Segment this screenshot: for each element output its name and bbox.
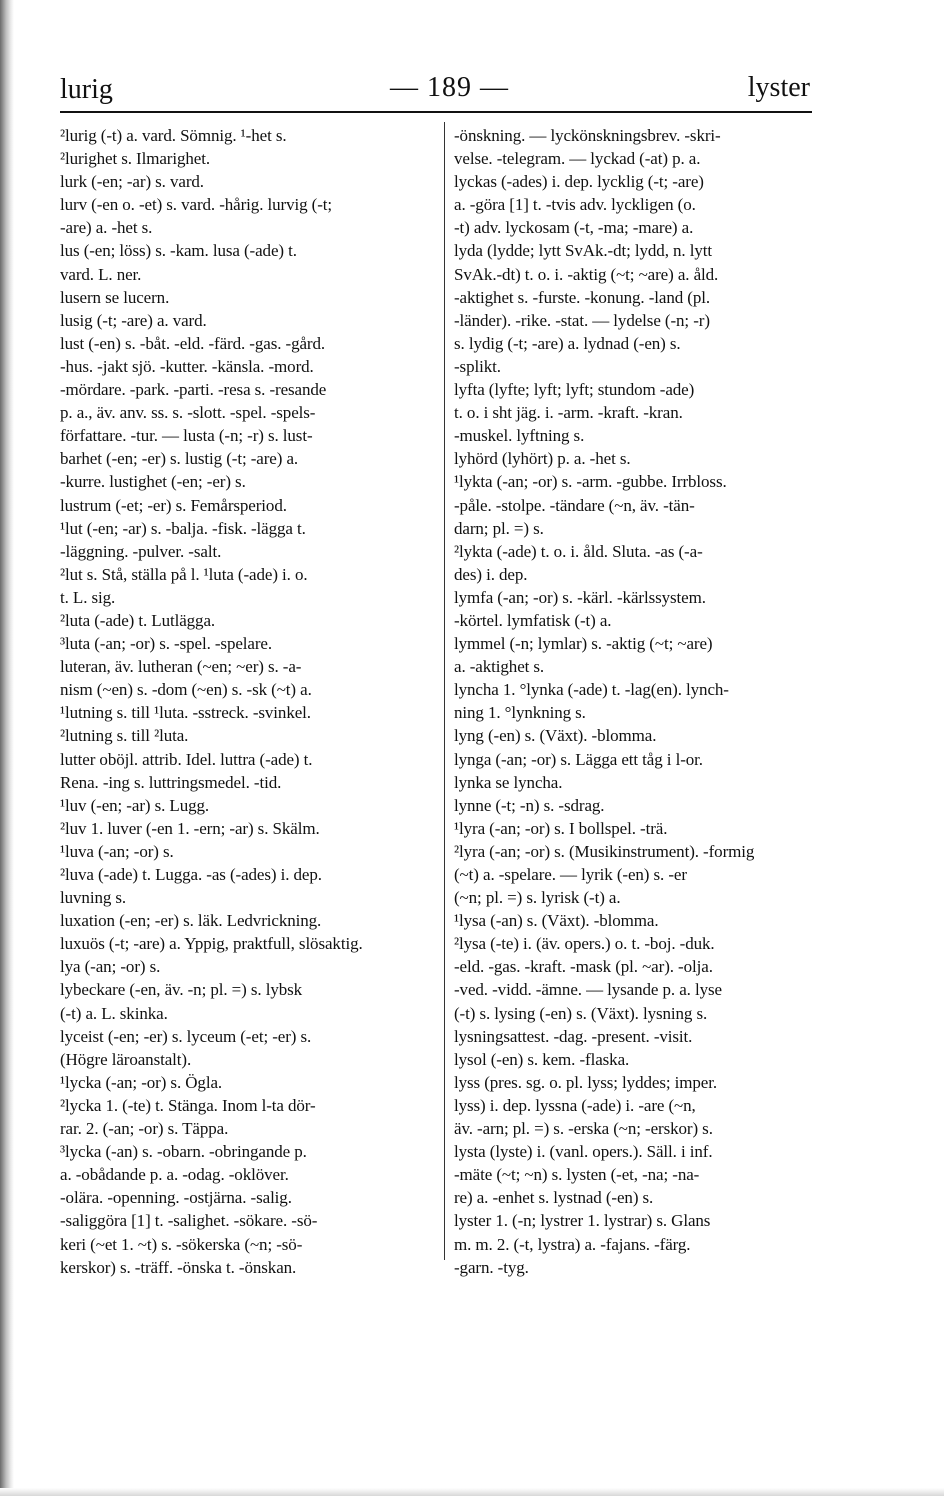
dictionary-line: ¹luva (-an; -or) s. <box>60 841 174 861</box>
dictionary-line: lyfta (lyfte; lyft; lyft; stundom -ade) <box>454 380 695 400</box>
left-column <box>60 124 432 1277</box>
dictionary-line: -hus. -jakt sjö. -kutter. -känsla. -mord. <box>60 356 314 376</box>
dictionary-line: ³luta (-an; -or) s. -spel. -spelare. <box>60 634 273 654</box>
dictionary-line: rar. 2. (-an; -or) s. Täppa. <box>60 1119 229 1139</box>
dictionary-line: ²lykta (-ade) t. o. i. åld. Sluta. -as (-a- <box>454 541 703 561</box>
dictionary-line: ²lurig (-t) a. vard. Sömnig. ¹-het s. <box>60 126 287 145</box>
dictionary-line: -mördare. -park. -parti. -resa s. -resande <box>60 380 327 400</box>
dictionary-line: ²luva (-ade) t. Lugga. -as (-ades) i. dep. <box>60 865 322 884</box>
dictionary-line: ²lysa (-te) i. (äv. opers.) o. t. -boj. -duk. <box>454 934 715 954</box>
dictionary-line: des) i. dep. <box>454 564 528 584</box>
dictionary-line: ¹lyra (-an; -or) s. I bollspel. -trä. <box>454 818 668 838</box>
scan-bottom-shadow <box>0 1488 944 1496</box>
dictionary-line: -önskning. — lyckönskningsbrev. -skri- <box>454 126 721 145</box>
dictionary-line: -garn. -tyg. <box>454 1257 529 1277</box>
dictionary-line: luteran, äv. lutheran (~en; ~er) s. -a- <box>60 657 302 677</box>
dictionary-line: a. -obådande p. a. -odag. -oklöver. <box>60 1165 289 1185</box>
dictionary-line: lyncha 1. °lynka (-ade) t. -lag(en). lynch- <box>454 680 729 700</box>
dictionary-line: (-t) a. L. skinka. <box>60 1003 168 1023</box>
dictionary-line: ¹lycka (-an; -or) s. Ögla. <box>60 1072 223 1092</box>
dictionary-line: -ved. -vidd. -ämne. — lysande p. a. lyse <box>454 980 722 1000</box>
dictionary-line: -läggning. -pulver. -salt. <box>60 541 222 561</box>
dictionary-line: p. a., äv. anv. ss. s. -slott. -spel. -spels- <box>60 403 316 423</box>
dictionary-line: lysningsattest. -dag. -present. -visit. <box>454 1026 693 1046</box>
dictionary-line: lyckas (-ades) i. dep. lycklig (-t; -are) <box>454 172 704 192</box>
dictionary-line: ³lycka (-an) s. -obarn. -obringande p. <box>60 1142 307 1162</box>
dictionary-line: -t) adv. lyckosam (-t, -ma; -mare) a. <box>454 218 694 238</box>
dictionary-line: -länder). -rike. -stat. — lydelse (-n; -r) <box>454 310 710 330</box>
dictionary-line: re) a. -enhet s. lystnad (-en) s. <box>454 1188 654 1208</box>
dictionary-line: darn; pl. =) s. <box>454 518 544 538</box>
dictionary-line: m. m. 2. (-t, lystra) a. -fajans. -färg. <box>454 1234 691 1254</box>
dictionary-line: lymfa (-an; -or) s. -kärl. -kärlssystem. <box>454 587 706 607</box>
dictionary-line: -are) a. -het s. <box>60 218 153 238</box>
dictionary-line: lusig (-t; -are) a. vard. <box>60 310 207 330</box>
dictionary-line: lurk (-en; -ar) s. vard. <box>60 172 204 192</box>
dictionary-line: ²lutning s. till ²luta. <box>60 726 189 746</box>
page-number: — 189 — <box>390 72 509 103</box>
dictionary-line: a. -göra [1] t. -tvis adv. lyckligen (o. <box>454 195 696 215</box>
dictionary-line: ¹lutning s. till ¹luta. -sstreck. -svinkel. <box>60 703 311 723</box>
dictionary-line: ²lurighet s. Ilmarighet. <box>60 149 210 169</box>
dictionary-line: lynne (-t; -n) s. -sdrag. <box>454 795 605 815</box>
dictionary-line: (-t) s. lysing (-en) s. (Växt). lysning s. <box>454 1003 708 1023</box>
dictionary-line: nism (~en) s. -dom (~en) s. -sk (~t) a. <box>60 680 312 700</box>
dictionary-line: -eld. -gas. -kraft. -mask (pl. ~ar). -olja. <box>454 957 713 977</box>
dictionary-line: -saliggöra [1] t. -salighet. -sökare. -sö- <box>60 1211 318 1231</box>
dictionary-line: -mäte (~t; ~n) s. lysten (-et, -na; -na- <box>454 1165 700 1185</box>
dictionary-line: a. -aktighet s. <box>454 657 545 677</box>
running-header <box>60 70 810 110</box>
right-column <box>454 124 818 1277</box>
dictionary-line: lysol (-en) s. kem. -flaska. <box>454 1049 630 1069</box>
dictionary-line: lust (-en) s. -båt. -eld. -färd. -gas. -gård. <box>60 333 326 353</box>
dictionary-line: Rena. -ing s. luttringsmedel. -tid. <box>60 772 282 792</box>
dictionary-line: lysta (lyste) i. (vanl. opers.). Säll. i inf. <box>454 1142 713 1162</box>
dictionary-line: (~t) a. -spelare. — lyrik (-en) s. -er <box>454 865 687 884</box>
dictionary-line: äv. -arn; pl. =) s. -erska (~n; -erskor) s. <box>454 1119 713 1139</box>
dictionary-line: luvning s. <box>60 888 127 908</box>
column-divider <box>444 122 445 1260</box>
dictionary-line: -splikt. <box>454 356 501 376</box>
dictionary-line: ¹luv (-en; -ar) s. Lugg. <box>60 795 210 815</box>
dictionary-line: ¹lut (-en; -ar) s. -balja. -fisk. -lägga t. <box>60 518 306 538</box>
dictionary-line: lyhörd (lyhört) p. a. -het s. <box>454 449 631 469</box>
dictionary-line: -muskel. lyftning s. <box>454 426 585 446</box>
dictionary-line: (Högre läroanstalt). <box>60 1049 192 1069</box>
dictionary-line: -kurre. lustighet (-en; -er) s. <box>60 472 246 492</box>
dictionary-line: lutter oböjl. attrib. Idel. luttra (-ade) t. <box>60 749 313 769</box>
dictionary-line: (~n; pl. =) s. lyrisk (-t) a. <box>454 888 621 908</box>
dictionary-line: -påle. -stolpe. -tändare (~n, äv. -tän- <box>454 495 695 515</box>
dictionary-line: t. o. i sht jäg. i. -arm. -kraft. -kran. <box>454 403 683 423</box>
dictionary-line: lusern se lucern. <box>60 287 170 307</box>
dictionary-line: t. L. sig. <box>60 587 116 607</box>
dictionary-line: -aktighet s. -furste. -konung. -land (pl. <box>454 287 711 307</box>
dictionary-line: ¹lykta (-an; -or) s. -arm. -gubbe. Irrbloss. <box>454 472 727 492</box>
right-guide-word: lyster <box>747 72 810 103</box>
dictionary-line: lyss) i. dep. lyssna (-ade) i. -are (~n, <box>454 1095 696 1115</box>
dictionary-line: lustrum (-et; -er) s. Femårsperiod. <box>60 495 287 515</box>
dictionary-line: ²lut s. Stå, ställa på l. ¹luta (-ade) i. o. <box>60 564 308 584</box>
dictionary-line: velse. -telegram. — lyckad (-at) p. a. <box>454 149 701 169</box>
dictionary-line: ²lycka 1. (-te) t. Stänga. Inom l-ta dör- <box>60 1095 316 1115</box>
scan-edge-shadow <box>0 0 14 1496</box>
dictionary-line: ²luta (-ade) t. Lutlägga. <box>60 610 216 630</box>
dictionary-line: -körtel. lymfatisk (-t) a. <box>454 610 612 630</box>
dictionary-line: ning 1. °lynkning s. <box>454 703 586 723</box>
dictionary-line: luxation (-en; -er) s. läk. Ledvrickning. <box>60 911 322 931</box>
dictionary-line: lymmel (-n; lymlar) s. -aktig (~t; ~are) <box>454 634 713 654</box>
dictionary-line: författare. -tur. — lusta (-n; -r) s. lust- <box>60 426 313 446</box>
dictionary-line: lynka se lyncha. <box>454 772 563 792</box>
dictionary-line: lyda (lydde; lytt SvAk.-dt; lydd, n. lytt <box>454 241 712 261</box>
dictionary-line: lyng (-en) s. (Växt). -blomma. <box>454 726 657 746</box>
dictionary-line: kerskor) s. -träff. -önska t. -önskan. <box>60 1257 297 1277</box>
dictionary-line: ¹lysa (-an) s. (Växt). -blomma. <box>454 911 659 931</box>
header-rule <box>60 111 812 113</box>
dictionary-line: s. lydig (-t; -are) a. lydnad (-en) s. <box>454 333 681 353</box>
dictionary-line: barhet (-en; -er) s. lustig (-t; -are) a. <box>60 449 299 469</box>
dictionary-line: lurv (-en o. -et) s. vard. -hårig. lurvig (-t; <box>60 195 333 215</box>
dictionary-line: lyceist (-en; -er) s. lyceum (-et; -er) s. <box>60 1026 312 1046</box>
dictionary-line: lyss (pres. sg. o. pl. lyss; lyddes; imper. <box>454 1072 717 1092</box>
dictionary-line: vard. L. ner. <box>60 264 142 284</box>
dictionary-line: -olära. -openning. -ostjärna. -salig. <box>60 1188 292 1208</box>
dictionary-line: ²lyra (-an; -or) s. (Musikinstrument). -formig <box>454 841 755 861</box>
dictionary-line: SvAk.-dt) t. o. i. -aktig (~t; ~are) a. åld. <box>454 264 719 284</box>
dictionary-line: lynga (-an; -or) s. Lägga ett tåg i l-or. <box>454 749 703 769</box>
dictionary-line: lybeckare (-en, äv. -n; pl. =) s. lybsk <box>60 980 303 1000</box>
dictionary-line: lya (-an; -or) s. <box>60 957 161 977</box>
dictionary-line: lyster 1. (-n; lystrer 1. lystrar) s. Glans <box>454 1211 711 1231</box>
dictionary-line: keri (~et 1. ~t) s. -sökerska (~n; -sö- <box>60 1234 303 1254</box>
left-guide-word: lurig <box>60 74 113 105</box>
dictionary-line: lus (-en; löss) s. -kam. lusa (-ade) t. <box>60 241 297 261</box>
dictionary-line: luxuös (-t; -are) a. Yppig, praktfull, slösaktig. <box>60 934 363 954</box>
dictionary-line: ²luv 1. luver (-en 1. -ern; -ar) s. Skälm. <box>60 818 320 838</box>
